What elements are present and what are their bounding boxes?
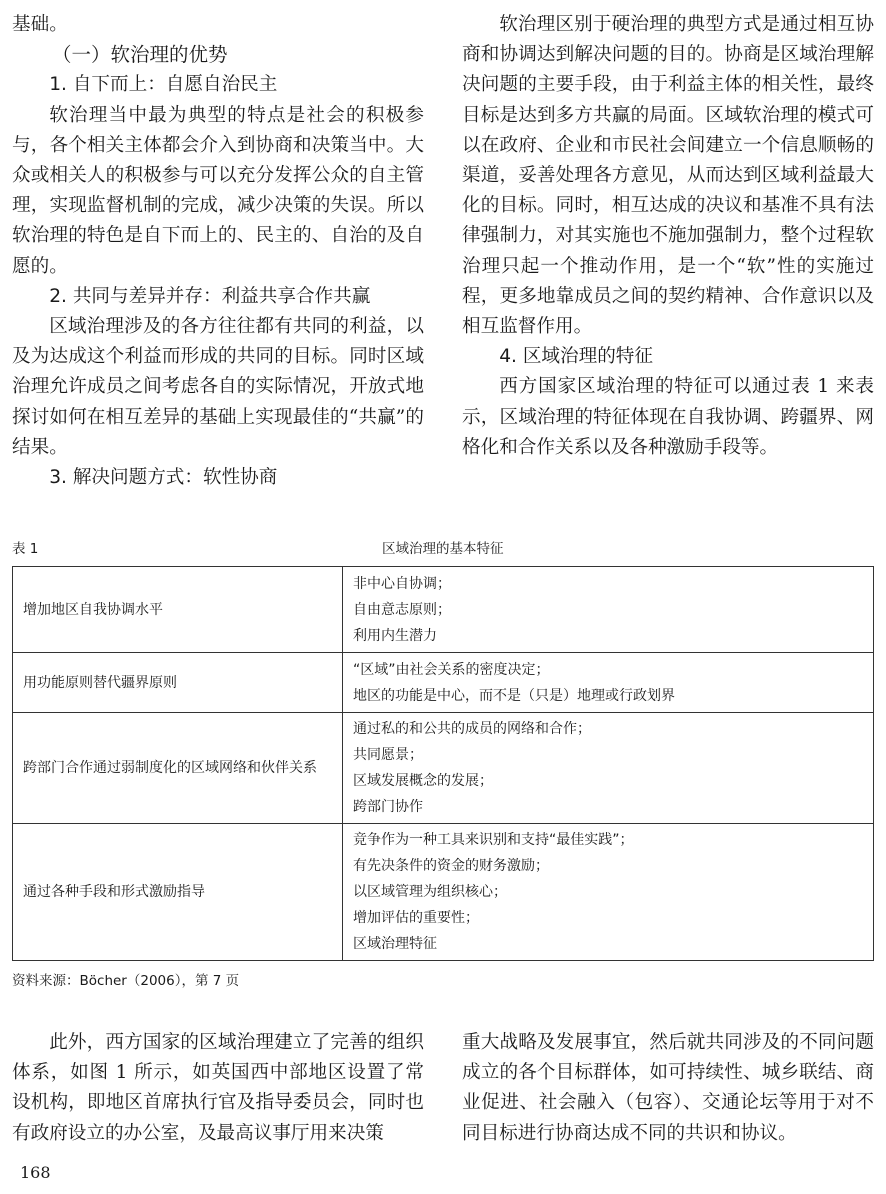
section-heading: （一）软治理的优势 [52,43,228,67]
features-table [12,566,874,961]
table-cell-feature: 用功能原则替代疆界原则 [13,653,343,713]
subheading-1: 1. 自下而上：自愿自治民主 [49,74,278,96]
table-cell-feature: 通过各种手段和形式激励指导 [13,824,343,961]
left-column [12,10,424,493]
subheading-3: 3. 解决问题方式：软性协商 [49,467,278,489]
table-caption [12,537,874,559]
detail-item: 竞争作为一种工具来识别和支持“最佳实践”； [353,832,634,848]
paragraph: 软治理区别于硬治理的典型方式是通过相互协商和协调达到解决问题的目的。协商是区域治理解决问题的主要手段，由于利益主体的相关性，最终目标是达到多方共赢的局面。区域软治理的模式可以在政府、企业和市民社会间建立一个信息顺畅的渠道，妥善处理各方意见，从而达到区域利益最大化的目标。同时，相互达成的决议和基准不具有法律强制力，对其实施也不施加强制力，整个过程软治理只起一个推动作用，是一个“软”性的实施过程，更多地靠成员之间的契约精神、合作意识以及相互监督作用。 [462,14,874,338]
detail-item: 跨部门协作 [353,799,423,815]
paragraph: 西方国家区域治理的特征可以通过表 1 来表示，区域治理的特征体现在自我协调、跨疆界、网格化和合作关系以及各种激励手段等。 [462,376,874,458]
paragraph-continuation: 基础。 [12,14,68,35]
bottom-right-column [462,1028,874,1149]
table-cell-feature: 跨部门合作通过弱制度化的区域网络和伙伴关系 [13,713,343,824]
table-row [13,653,874,713]
detail-item: 利用内生潜力 [353,627,437,644]
page-number: 168 [20,1163,51,1182]
table-cell-details [343,824,874,961]
detail-item: 增加评估的重要性； [353,910,479,926]
detail-item: 非中心自协调； [353,575,451,592]
right-column [462,10,874,463]
table-title: 区域治理的基本特征 [382,541,504,557]
table-cell-feature: 增加地区自我协调水平 [13,567,343,653]
paragraph: 软治理当中最为典型的特点是社会的积极参与，各个相关主体都会介入到协商和决策当中。大众或相关人的积极参与可以充分发挥公众的自主管理，实现监督机制的完成，减少决策的失误。所以软治理的特色是自下而上的、民主的、自治的及自愿的。 [12,104,424,277]
paragraph: 区域治理涉及的各方往往都有共同的利益，以及为达成这个利益而形成的共同的目标。同时区域治理允许成员之间考虑各自的实际情况，开放式地探讨如何在相互差异的基础上实现最佳的“共赢”的结果。 [12,316,424,458]
detail-item: 有先决条件的资金的财务激励； [353,858,549,874]
table-row [13,567,874,653]
detail-item: 自由意志原则； [353,601,451,618]
table-row [13,713,874,824]
detail-item: 区域发展概念的发展； [353,773,493,789]
detail-item: “区域”由社会关系的密度决定； [353,661,550,678]
table-row [13,824,874,961]
paragraph-continuation: 重大战略及发展事宜，然后就共同涉及的不同问题成立的各个目标群体，如可持续性、城乡联结、商业促进、社会融入（包容）、交通论坛等用于对不同目标进行协商达成不同的共识和协议。 [462,1032,874,1144]
detail-item: 地区的功能是中心，而不是（只是）地理或行政划界 [353,687,675,704]
table-source-note: 资料来源：Böcher（2006），第 7 页 [12,973,240,989]
bottom-left-column [12,1028,424,1149]
table-cell-details [343,567,874,653]
table-label: 表 1 [12,541,39,557]
subheading-2: 2. 共同与差异并存：利益共享合作共赢 [49,285,371,307]
detail-item: 以区域管理为组织核心； [353,884,507,900]
detail-item: 通过私的和公共的成员的网络和合作； [353,721,591,737]
table-cell-details [343,713,874,824]
detail-item: 共同愿景； [353,747,423,763]
detail-item: 区域治理特征 [353,936,437,952]
table-cell-details [343,653,874,713]
paragraph: 此外，西方国家的区域治理建立了完善的组织体系，如图 1 所示，如英国西中部地区设置了常设机构，即地区首席执行官及指导委员会，同时也有政府设立的办公室，及最高议事厅用来决策 [12,1032,424,1144]
subheading-4: 4. 区域治理的特征 [499,346,653,368]
